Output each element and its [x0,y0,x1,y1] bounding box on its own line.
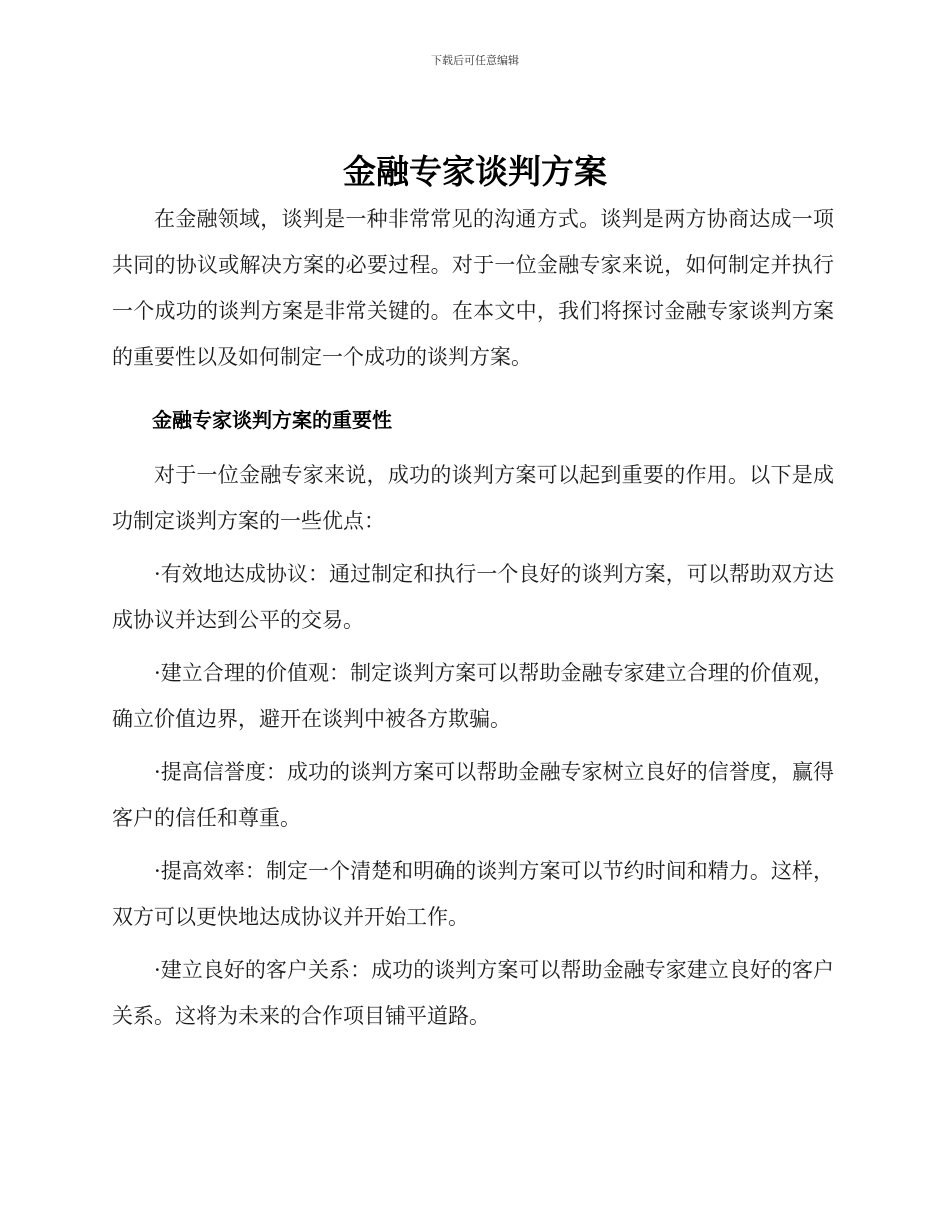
section-heading: 金融专家谈判方案的重要性 [152,408,392,432]
list-item [112,749,834,841]
list-item [112,848,834,940]
bullet-mark: · [154,859,161,883]
bullet-mark: · [154,562,161,586]
list-item-text: 提高效率：制定一个清楚和明确的谈判方案可以节约时间和精力。这样，双方可以更快地达成协议并开始工作。 [112,859,834,929]
bullet-mark: · [154,958,161,982]
list-item-text: 建立良好的客户关系：成功的谈判方案可以帮助金融专家建立良好的客户关系。这将为未来的合作项目铺平道路。 [112,958,834,1028]
page-header: 下载后可任意编辑 [431,54,519,67]
list-item [112,947,834,1039]
bullet-mark: · [154,760,161,784]
document-body [112,196,834,1039]
bullet-mark: · [154,661,161,685]
list-item-text: 提高信誉度：成功的谈判方案可以帮助金融专家树立良好的信誉度，赢得客户的信任和尊重。 [112,760,834,830]
document-title: 金融专家谈判方案 [343,152,607,191]
intro-paragraph: 在金融领域，谈判是一种非常常见的沟通方式。谈判是两方协商达成一项共同的协议或解决方案的必要过程。对于一位金融专家来说，如何制定并执行一个成功的谈判方案是非常关键的。在本文中，我们将探讨金融专家谈判方案的重要性以及如何制定一个成功的谈判方案。 [112,207,834,369]
benefits-list [112,551,834,1039]
list-item-text: 建立合理的价值观：制定谈判方案可以帮助金融专家建立合理的价值观，确立价值边界，避开在谈判中被各方欺骗。 [112,661,834,731]
list-item [112,551,834,643]
section-intro-paragraph: 对于一位金融专家来说，成功的谈判方案可以起到重要的作用。以下是成功制定谈判方案的一些优点： [112,463,834,533]
list-item [112,650,834,742]
list-item-text: 有效地达成协议：通过制定和执行一个良好的谈判方案，可以帮助双方达成协议并达到公平的交易。 [112,562,834,632]
